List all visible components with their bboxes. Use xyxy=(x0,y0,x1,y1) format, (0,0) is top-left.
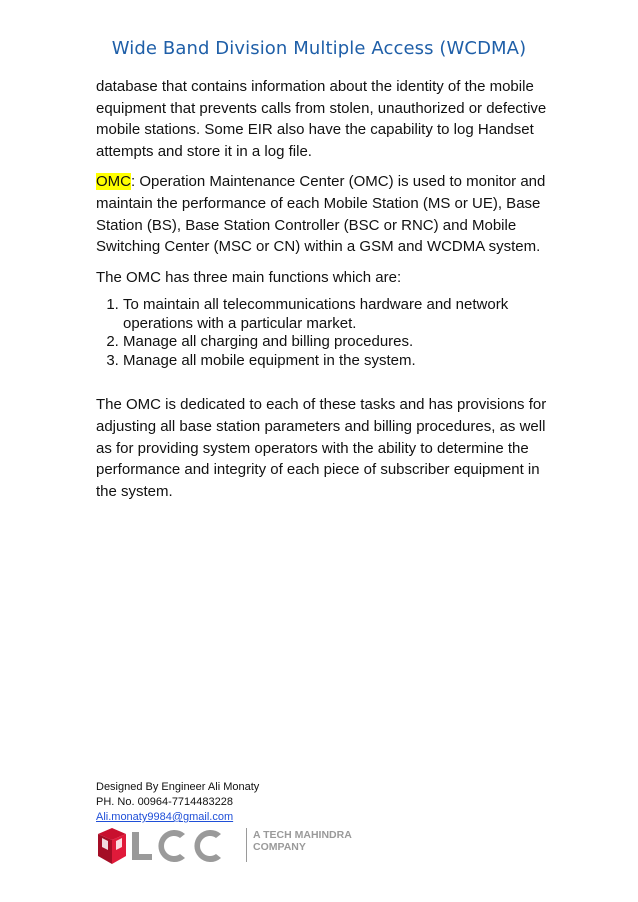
highlighted-term-omc: OMC xyxy=(96,173,131,191)
paragraph-omc-text: : Operation Maintenance Center (OMC) is used to monitor and maintain the performance of each Mobile Station (MS or UE), Base Station (BS), Base Station Controller (BSC or RNC) and Mobile Switching Center (MSC or CN) within a GSM and WCDMA system. xyxy=(96,173,546,256)
page-header-title: Wide Band Division Multiple Access (WCDMA) xyxy=(111,38,527,59)
footer-designer: Designed By Engineer Ali Monaty xyxy=(96,781,260,793)
logo-tagline-line1: A TECH MAHINDRA xyxy=(253,829,352,841)
list-item: 1. To maintain all telecommunications hardware and network operations with a particular market. xyxy=(123,296,556,333)
page-footer xyxy=(96,780,259,825)
paragraph-eir: database that contains information about the identity of the mobile equipment that prevents calls from stolen, unauthorized or defective mobile stations. Some EIR also have the capability to log Handset attempts and store it in a log file. xyxy=(96,78,547,160)
logo-tagline xyxy=(253,829,352,853)
lcc-logo-mark-icon xyxy=(96,824,246,866)
paragraph-omc xyxy=(96,171,556,257)
footer-email-link[interactable]: Ali.monaty9984@gmail.com xyxy=(96,811,234,823)
document-body xyxy=(96,76,556,502)
paragraph-omc-dedicated: The OMC is dedicated to each of these tasks and has provisions for adjusting all base station parameters and billing procedures, as well as for providing system operators with the ability to determine the performance and integrity of each piece of subscriber equipment in the system. xyxy=(96,396,547,500)
list-item: 3. Manage all mobile equipment in the system. xyxy=(123,352,556,371)
functions-list xyxy=(96,296,556,370)
list-item: 2. Manage all charging and billing procedures. xyxy=(123,333,556,352)
lcc-logo xyxy=(96,824,356,866)
logo-divider xyxy=(246,828,247,862)
paragraph-functions-intro: The OMC has three main functions which are: xyxy=(96,268,402,286)
footer-phone: PH. No. 00964-7714483228 xyxy=(96,796,233,808)
logo-tagline-line2: COMPANY xyxy=(253,841,306,853)
